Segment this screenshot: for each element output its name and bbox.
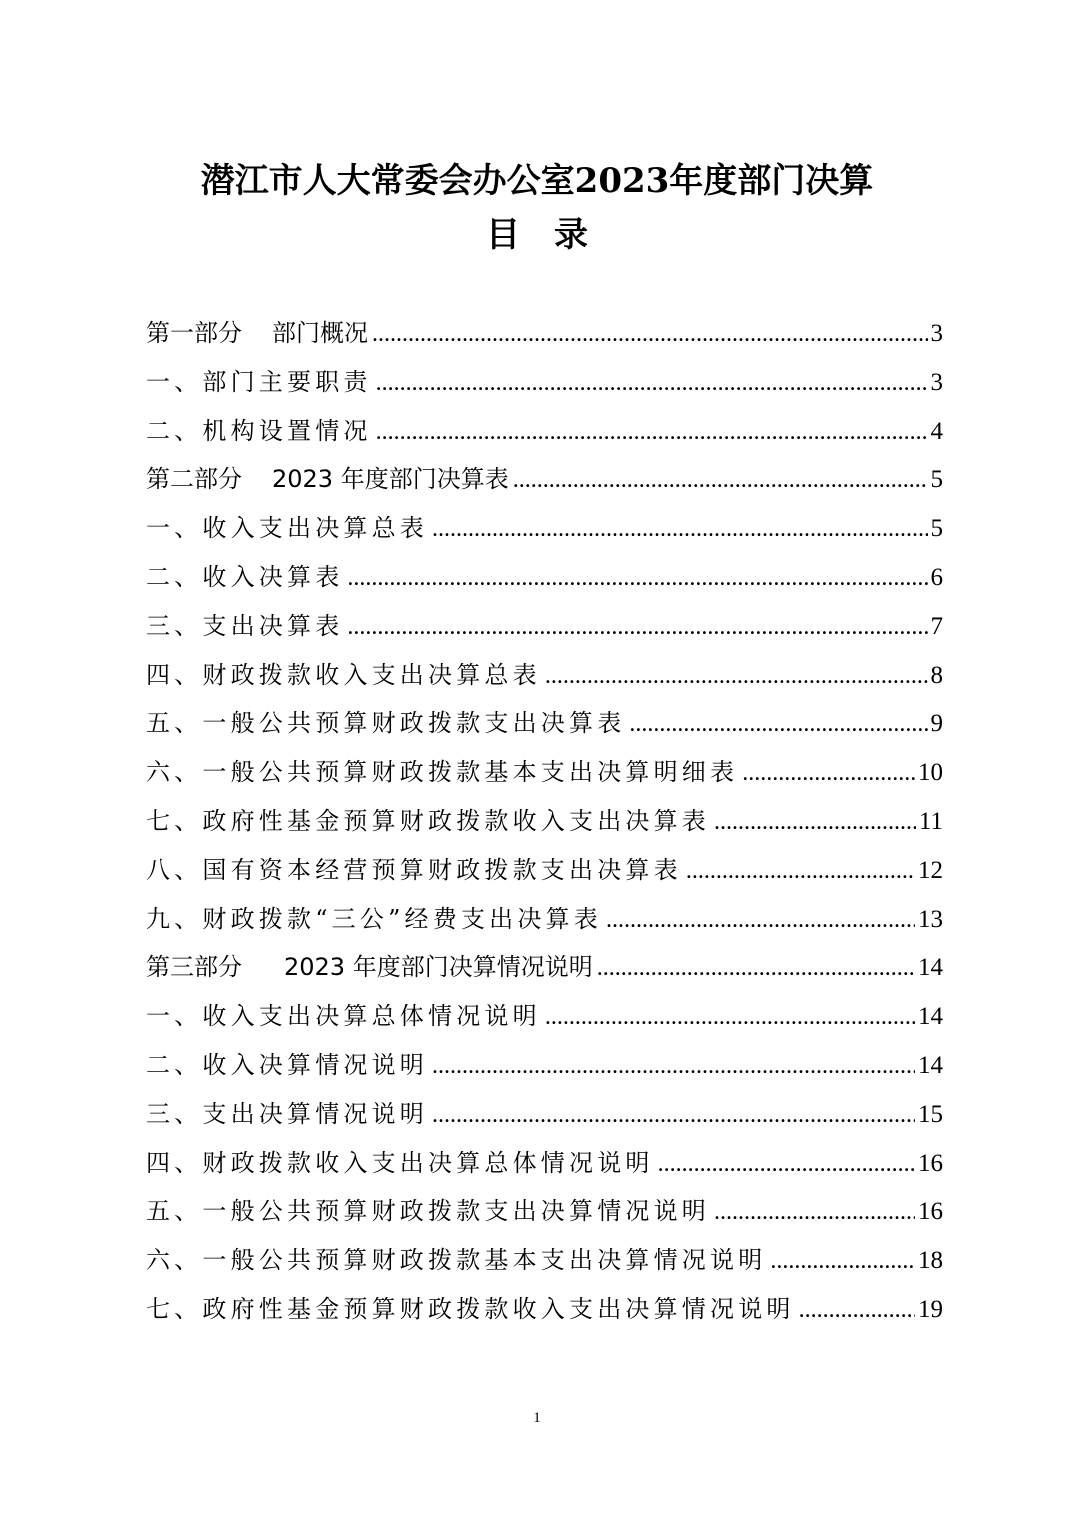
toc-entry-label: 部门概况 [272,319,368,347]
toc-dot-leader [376,359,928,408]
toc-page-number: 16 [918,1149,943,1177]
toc-page-number: 3 [930,368,943,396]
toc-entry[interactable] [146,651,943,700]
toc-dot-leader [513,456,928,505]
toc-dot-leader [347,603,927,652]
toc-dot-leader [545,993,915,1042]
toc-dot-leader [686,847,915,896]
toc-page-number: 16 [918,1198,943,1226]
toc-entry[interactable] [146,1285,943,1334]
toc-entry-label: 六、一般公共预算财政拨款基本支出决算明细表 [146,758,739,787]
document-subtitle: 目录 [486,215,622,255]
toc-entry-part-3[interactable] [146,943,943,992]
toc-page-number: 14 [918,1051,943,1079]
toc-entry[interactable] [146,1236,943,1285]
toc-page-number: 4 [930,417,943,445]
toc-dot-leader [606,896,915,945]
toc-page-number: 14 [918,954,943,982]
toc-page-number: 11 [918,807,943,835]
toc-dot-leader [376,408,928,457]
toc-entry-label: 一、收入支出决算总体情况说明 [146,1002,541,1031]
toc-page-number: 12 [918,856,943,884]
toc-entry[interactable] [146,748,943,797]
toc-dot-leader [629,700,927,749]
toc-entry[interactable] [146,358,943,407]
toc-entry-label: 七、政府性基金预算财政拨款收入支出决算表 [146,806,710,835]
toc-entry[interactable] [146,1041,943,1090]
toc-dot-leader [770,1237,915,1286]
toc-entry[interactable] [146,1187,943,1236]
toc-dot-leader [799,1286,915,1335]
toc-entry-label: 四、财政拨款收入支出决算总表 [146,660,541,689]
toc-page-number: 9 [930,710,943,738]
document-title: 潜江市人大常委会办公室2023年度部门决算 [200,161,874,201]
toc-entry-label: 三、支出决算表 [146,611,344,640]
toc-entry-label: 八、国有资本经营预算财政拨款支出决算表 [146,855,682,884]
toc-entry-label: 二、收入决算情况说明 [146,1050,428,1079]
toc-entry-label: 四、财政拨款收入支出决算总体情况说明 [146,1148,654,1177]
toc-page-number: 13 [918,905,943,933]
toc-part-prefix: 第一部分 [146,319,242,347]
toc-part-prefix: 第二部分 [146,465,242,494]
toc-entry-text [146,309,368,358]
toc-dot-leader [432,1042,915,1091]
toc-entry[interactable] [146,846,943,895]
toc-dot-leader [372,310,928,359]
toc-page-number: 10 [918,759,943,787]
toc-part-prefix: 第三部分 [146,953,242,982]
toc-entry-text [146,455,509,504]
toc-page-number: 5 [930,466,943,494]
toc-entry[interactable] [146,602,943,651]
toc-entry[interactable] [146,797,943,846]
toc-entry-label: 九、财政拨款“三公”经费支出决算表 [146,904,602,933]
toc-entry-label: 2023 年度部门决算情况说明 [284,953,593,982]
toc-dot-leader [597,944,915,993]
toc-entry-label: 五、一般公共预算财政拨款支出决算表 [146,709,626,738]
toc-dot-leader [432,505,928,554]
toc-entry-label: 三、支出决算情况说明 [146,1099,428,1128]
toc-entry-text [146,943,593,992]
toc-entry-label: 二、收入决算表 [146,562,344,591]
toc-page-number: 6 [930,563,943,591]
toc-page-number: 14 [918,1003,943,1031]
toc-entry-label: 二、机构设置情况 [146,416,372,445]
toc-dot-leader [714,1188,915,1237]
toc-page-number: 18 [918,1247,943,1275]
toc-entry[interactable] [146,1139,943,1188]
toc-dot-leader [545,652,928,701]
toc-dot-leader [432,1091,915,1140]
toc-entry[interactable] [146,992,943,1041]
toc-page-number: 15 [918,1100,943,1128]
toc-dot-leader [658,1140,915,1189]
toc-entry-label: 六、一般公共预算财政拨款基本支出决算情况说明 [146,1246,767,1275]
toc-entry[interactable] [146,504,943,553]
toc-entry-label: 一、收入支出决算总表 [146,514,428,543]
toc-entry-label: 2023 年度部门决算表 [272,465,509,494]
toc-entry-label: 七、政府性基金预算财政拨款收入支出决算情况说明 [146,1294,795,1323]
table-of-contents [146,309,943,1334]
toc-entry-part-1[interactable] [146,309,943,358]
toc-entry[interactable] [146,407,943,456]
toc-entry[interactable] [146,553,943,602]
toc-page-number: 3 [930,320,943,347]
toc-page-number: 7 [930,612,943,640]
toc-entry-label: 五、一般公共预算财政拨款支出决算情况说明 [146,1197,710,1226]
toc-page-number: 8 [930,661,943,689]
toc-dot-leader [347,554,927,603]
toc-dot-leader [714,798,916,847]
toc-entry[interactable] [146,895,943,944]
toc-entry-part-2[interactable] [146,455,943,504]
toc-entry[interactable] [146,1090,943,1139]
toc-dot-leader [742,749,915,798]
toc-entry-label: 一、部门主要职责 [146,367,372,396]
toc-page-number: 5 [930,515,943,543]
toc-page-number: 19 [918,1295,943,1323]
toc-entry[interactable] [146,699,943,748]
page-number: 1 [533,1410,541,1426]
